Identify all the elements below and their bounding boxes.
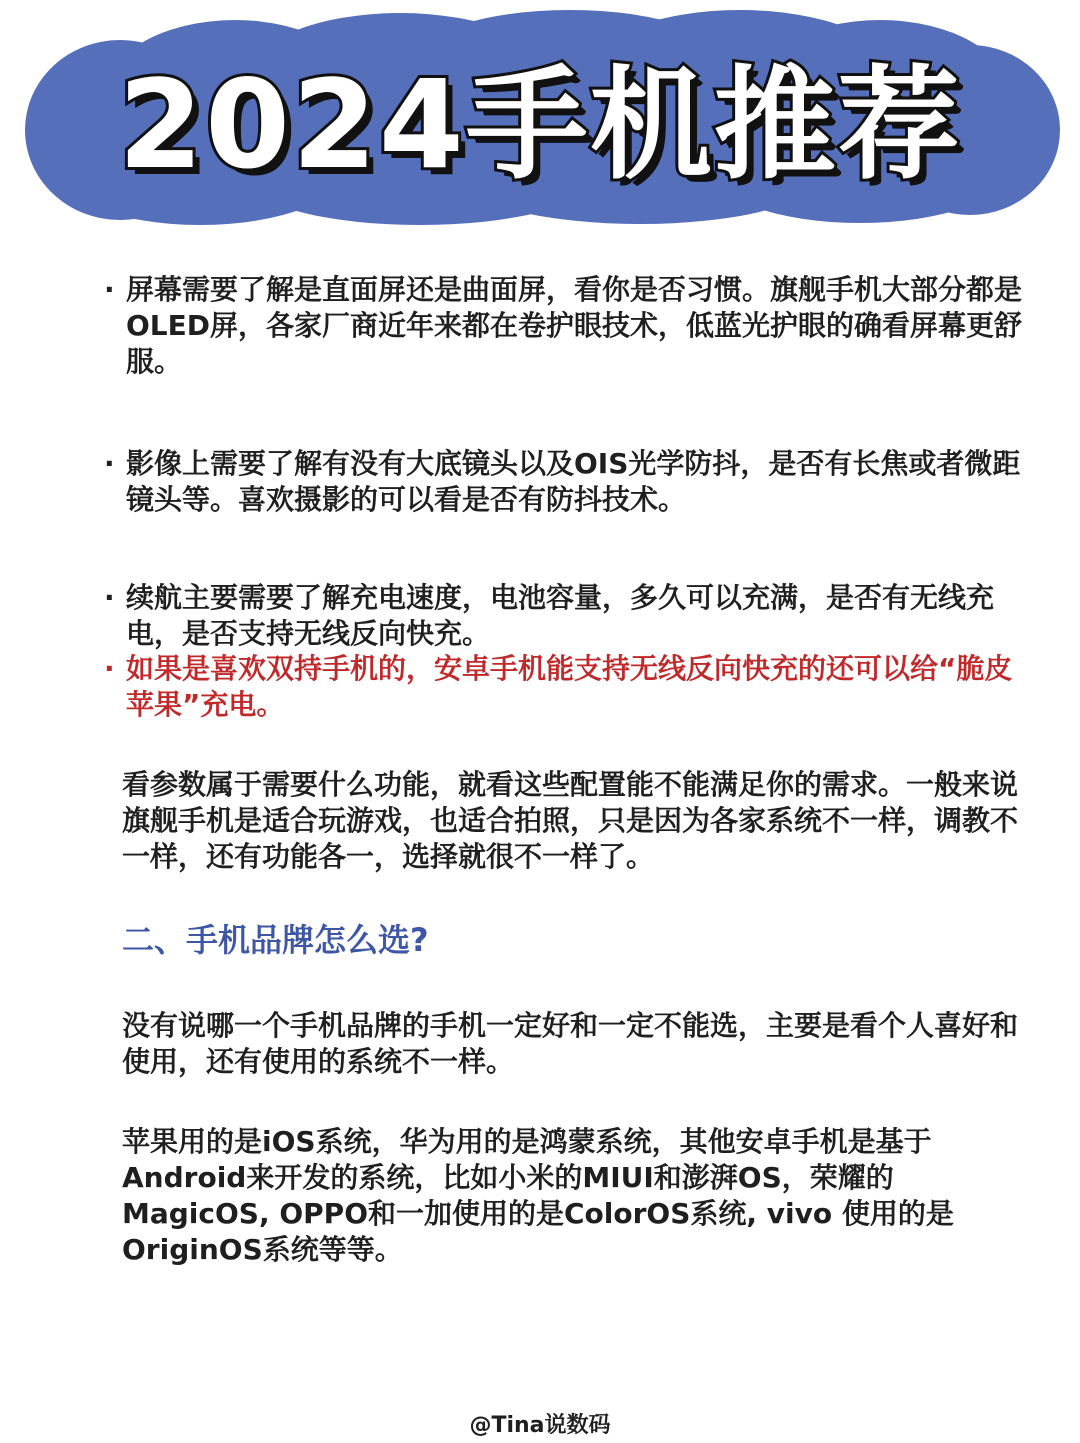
reverse-charge-tip-text: 如果是喜欢双持手机的，安卓手机能支持无线反向快充的还可以给“脆皮苹果”充电。 (126, 652, 1013, 721)
bullet-dot: · (104, 447, 115, 480)
bullet-dot: · (104, 581, 115, 614)
list-item-screen (104, 272, 1024, 380)
list-item-reverse-charge (104, 651, 1024, 723)
summary-paragraph: 看参数属于需要什么功能，就看这些配置能不能满足你的需求。一般来说旗舰手机是适合玩游戏，也适合拍照，只是因为各家系统不一样，调教不一样，还有功能各一，选择就很不一样了。 (122, 768, 1019, 873)
brand-paragraph-1: 没有说哪一个手机品牌的手机一定好和一定不能选，主要是看个人喜好和使用，还有使用的系统不一样。 (122, 1009, 1019, 1078)
screen-tip-text: 屏幕需要了解是直面屏还是曲面屏，看你是否习惯。旗舰手机大部分都是OLED屏，各家厂商近年来都在卷护眼技术，低蓝光护眼的确看屏幕更舒服。 (126, 273, 1023, 378)
brand-section-heading: 二、手机品牌怎么选? (122, 921, 429, 959)
list-item-battery (104, 580, 1024, 652)
brand-paragraph-2: 苹果用的是iOS系统，华为用的是鸿蒙系统，其他安卓手机是基于Android来开发的系统，比如小米的MIUI和澎湃OS，荣耀的MagicOS, OPPO和一加使用的是ColorOS系统, vivo 使用的是OriginOS系统等等。 (122, 1125, 954, 1266)
battery-tip-text: 续航主要需要了解充电速度，电池容量，多久可以充满，是否有无线充电，是否支持无线反向快充。 (126, 581, 995, 650)
author-watermark: @Tina说数码 (469, 1413, 611, 1438)
page-title: 2024手机推荐 (118, 54, 962, 196)
list-item-camera (104, 446, 1024, 518)
bullet-dot: · (104, 652, 115, 685)
camera-tip-text: 影像上需要了解有没有大底镜头以及OIS光学防抖，是否有长焦或者微距镜头等。喜欢摄影的可以看是否有防抖技术。 (126, 447, 1021, 516)
bullet-dot: · (104, 273, 115, 306)
